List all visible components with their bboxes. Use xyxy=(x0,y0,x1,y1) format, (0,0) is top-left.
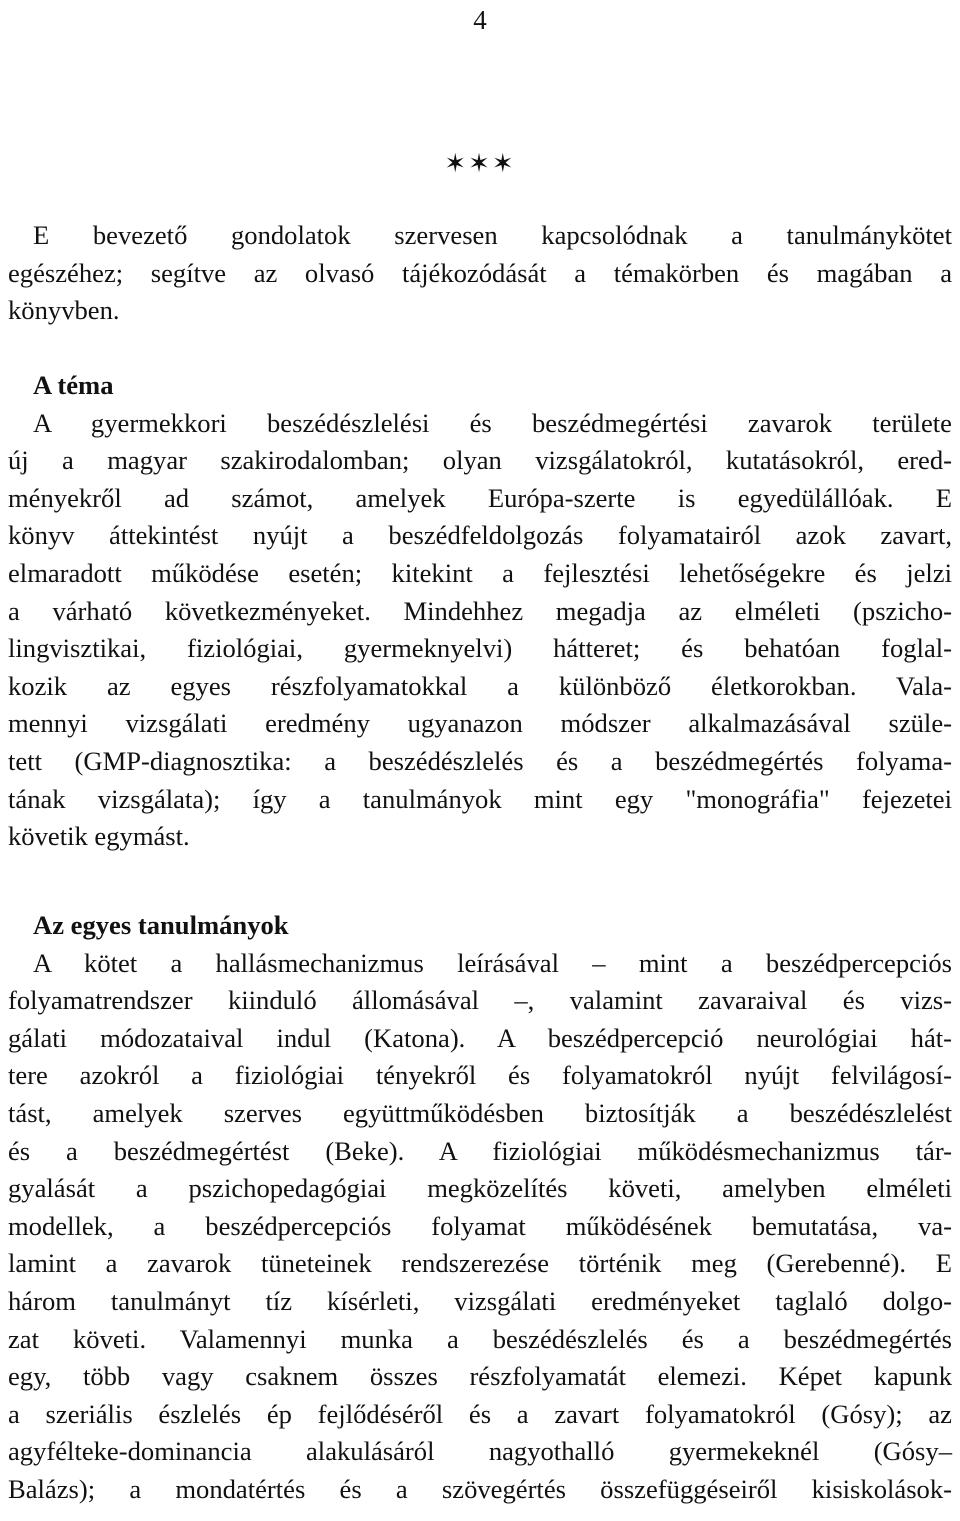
text-line: tást, amelyek szerves együttműködésben biztosítják a beszédészlelést xyxy=(8,1097,952,1128)
text-line: A gyermekkori beszédészlelési és beszédmegértési zavarok területe xyxy=(33,407,952,438)
section-heading: Az egyes tanulmányok xyxy=(33,910,289,940)
text-line: új a magyar szakirodalomban; olyan vizsgálatokról, kutatásokról, ered- xyxy=(8,445,952,476)
text-line: modellek, a beszédpercepciós folyamat működésének bemutatása, va- xyxy=(8,1210,952,1241)
text-line: a szeriális észlelés ép fejlődéséről és a zavart folyamatokról (Gósy); az xyxy=(8,1398,952,1429)
text-line: kozik az egyes részfolyamatokkal a különböző életkorokban. Vala- xyxy=(8,670,952,701)
intro-paragraph xyxy=(8,217,952,330)
text-line: követik egymást. xyxy=(8,821,190,852)
section-studies xyxy=(8,907,952,1509)
text-line: ményekről ad számot, amelyek Európa-szerte is egyedülállóak. E xyxy=(8,482,952,513)
page-number: 4 xyxy=(473,5,487,35)
text-line: egészéhez; segítve az olvasó tájékozódását a témakörben és magában a xyxy=(8,257,952,288)
text-line: tere azokról a fiziológiai tényekről és folyamatokról nyújt felvilágosí- xyxy=(8,1060,952,1091)
text-line: egy, több vagy csaknem összes részfolyamatát elemezi. Képet kapunk xyxy=(8,1361,952,1392)
text-line: folyamatrendszer kiinduló állomásával –, valamint zavaraival és vizs- xyxy=(8,985,952,1016)
text-line: zat követi. Valamennyi munka a beszédészlelés és a beszédmegértés xyxy=(8,1323,952,1354)
section-heading: A téma xyxy=(33,370,114,400)
text-line: elmaradott működése esetén; kitekint a fejlesztési lehetőségekre és jelzi xyxy=(8,557,952,588)
section-topic xyxy=(8,367,952,856)
text-line: három tanulmányt tíz kísérleti, vizsgálati eredményeket taglaló dolgo- xyxy=(8,1285,952,1316)
text-line: és a beszédmegértést (Beke). A fiziológiai működésmechanizmus tár- xyxy=(8,1135,952,1166)
text-line: könyvben. xyxy=(8,295,120,326)
text-line: E bevezető gondolatok szervesen kapcsolódnak a tanulmánykötet xyxy=(33,220,952,250)
text-line: Balázs); a mondatértés és a szövegértés összefüggéseiről kisiskolások- xyxy=(8,1473,952,1504)
ornament-stars-icon: ✶✶✶ xyxy=(444,149,516,178)
text-line: lingvisztikai, fiziológiai, gyermeknyelvi) hátteret; és behatóan foglal- xyxy=(8,633,952,664)
text-line: könyv áttekintést nyújt a beszédfeldolgozás folyamatairól azok zavart, xyxy=(8,520,952,551)
text-line: lamint a zavarok tüneteinek rendszerezése történik meg (Gerebenné). E xyxy=(8,1248,952,1279)
text-line: gálati módozataival indul (Katona). A beszédpercepció neurológiai hát- xyxy=(8,1022,952,1053)
text-line: gyalását a pszichopedagógiai megközelítés követi, amelyben elméleti xyxy=(8,1173,952,1204)
text-line: tának vizsgálata); így a tanulmányok mint egy "monográfia" fejezetei xyxy=(8,783,952,814)
text-line: agyfélteke-dominancia alakulásáról nagyothalló gyermekeknél (Gósy– xyxy=(8,1436,952,1467)
text-line: mennyi vizsgálati eredmény ugyanazon módszer alkalmazásával szüle- xyxy=(8,708,952,739)
text-line: tett (GMP-diagnosztika: a beszédészlelés és a beszédmegértés folyama- xyxy=(8,745,952,776)
text-line: a várható következményeket. Mindehhez megadja az elméleti (pszicho- xyxy=(8,595,952,626)
text-line: A kötet a hallásmechanizmus leírásával – mint a beszédpercepciós xyxy=(33,947,952,978)
